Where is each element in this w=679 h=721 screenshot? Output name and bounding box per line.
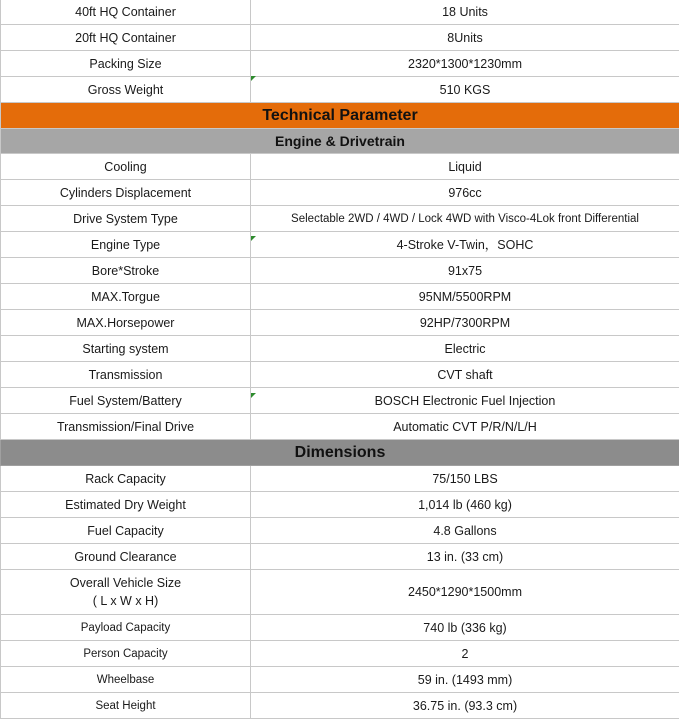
row-value: 91x75: [251, 258, 679, 284]
row-value: 4-Stroke V-Twin，SOHC: [251, 232, 679, 258]
row-label: Seat Height: [1, 693, 251, 719]
table-row: [1, 336, 679, 362]
table-row: [1, 570, 679, 615]
row-label: Ground Clearance: [1, 544, 251, 570]
row-value: CVT shaft: [251, 362, 679, 388]
row-value: 59 in. (1493 mm): [251, 667, 679, 693]
row-value: Automatic CVT P/R/N/L/H: [251, 414, 679, 440]
table-row: [1, 492, 679, 518]
row-label: MAX.Horsepower: [1, 310, 251, 336]
row-value: 2320*1300*1230mm: [251, 51, 679, 77]
row-label: Gross Weight: [1, 77, 251, 103]
table-row: [1, 258, 679, 284]
subsection-title: Engine & Drivetrain: [1, 129, 679, 154]
table-row: [1, 414, 679, 440]
table-row: [1, 284, 679, 310]
row-value: 1,014 lb (460 kg): [251, 492, 679, 518]
table-row: [1, 544, 679, 570]
table-row: [1, 232, 679, 258]
table-row: [1, 615, 679, 641]
row-label: Engine Type: [1, 232, 251, 258]
row-label-line2: ( L x W x H): [92, 594, 159, 608]
row-label: 40ft HQ Container: [1, 0, 251, 25]
table-row: [1, 310, 679, 336]
table-row: [1, 51, 679, 77]
table-row: [1, 362, 679, 388]
row-value: 510 KGS: [251, 77, 679, 103]
row-label: Bore*Stroke: [1, 258, 251, 284]
row-label: Fuel Capacity: [1, 518, 251, 544]
table-row: [1, 667, 679, 693]
table-row: [1, 466, 679, 492]
row-value: 13 in. (33 cm): [251, 544, 679, 570]
subsection-header-engine: [1, 129, 679, 154]
row-label: Estimated Dry Weight: [1, 492, 251, 518]
section-header-dimensions: [1, 440, 679, 466]
table-row: [1, 641, 679, 667]
row-value: 2450*1290*1500mm: [251, 570, 679, 615]
row-value: BOSCH Electronic Fuel Injection: [251, 388, 679, 414]
row-label: Cylinders Displacement: [1, 180, 251, 206]
table-row: [1, 154, 679, 180]
table-row: [1, 518, 679, 544]
row-label: Packing Size: [1, 51, 251, 77]
row-label: Wheelbase: [1, 667, 251, 693]
cell-note-marker: [251, 76, 256, 81]
row-label: Drive System Type: [1, 206, 251, 232]
table-row: [1, 25, 679, 51]
row-value: 18 Units: [251, 0, 679, 25]
row-label: 20ft HQ Container: [1, 25, 251, 51]
row-value: Electric: [251, 336, 679, 362]
row-label: [1, 570, 251, 615]
row-value: 36.75 in. (93.3 cm): [251, 693, 679, 719]
cell-note-marker: [251, 393, 256, 398]
row-value: 2: [251, 641, 679, 667]
table-row: [1, 77, 679, 103]
table-row: [1, 693, 679, 719]
section-title: Technical Parameter: [1, 103, 679, 129]
table-row: [1, 0, 679, 25]
section-header-technical: [1, 103, 679, 129]
row-label: Person Capacity: [1, 641, 251, 667]
row-value: 4.8 Gallons: [251, 518, 679, 544]
row-label: Payload Capacity: [1, 615, 251, 641]
cell-note-marker: [251, 236, 256, 241]
row-label: Cooling: [1, 154, 251, 180]
row-value: Selectable 2WD / 4WD / Lock 4WD with Visco-4Lok front Differential: [251, 206, 679, 232]
row-value: 8Units: [251, 25, 679, 51]
row-label: Transmission/Final Drive: [1, 414, 251, 440]
row-label: Rack Capacity: [1, 466, 251, 492]
row-value: 740 lb (336 kg): [251, 615, 679, 641]
row-value: 95NM/5500RPM: [251, 284, 679, 310]
row-label: Starting system: [1, 336, 251, 362]
row-value: Liquid: [251, 154, 679, 180]
table-row: [1, 206, 679, 232]
row-value: 92HP/7300RPM: [251, 310, 679, 336]
row-label: Transmission: [1, 362, 251, 388]
table-row: [1, 180, 679, 206]
row-label: MAX.Torgue: [1, 284, 251, 310]
row-value: 976cc: [251, 180, 679, 206]
row-label-line1: Overall Vehicle Size: [69, 576, 182, 590]
table-row: [1, 388, 679, 414]
section-title: Dimensions: [1, 440, 679, 466]
row-value: 75/150 LBS: [251, 466, 679, 492]
row-label: Fuel System/Battery: [1, 388, 251, 414]
